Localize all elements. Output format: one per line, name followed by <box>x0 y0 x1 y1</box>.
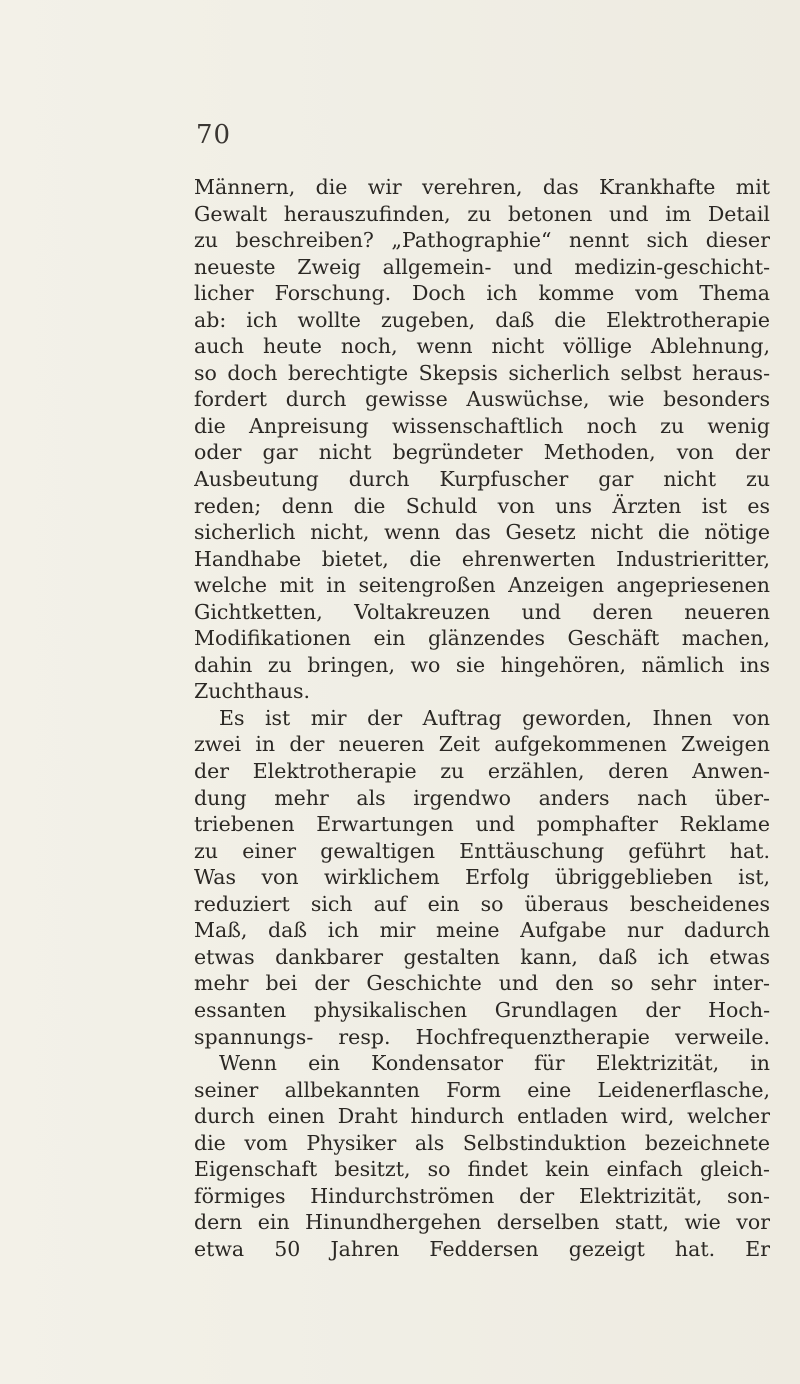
text-line: Ausbeutung durch Kurpfuscher gar nicht zu <box>194 467 770 492</box>
text-line: Wenn ein Kondensator für Elektrizität, in <box>219 1051 770 1076</box>
text-line: triebenen Erwartungen und pomphafter Reklame <box>194 812 770 837</box>
text-line: Maß, daß ich mir meine Aufgabe nur dadurch <box>194 918 770 943</box>
text-line: Männern, die wir verehren, das Krankhafte mit <box>194 175 770 199</box>
text-line: zu einer gewaltigen Enttäuschung geführt hat. <box>194 838 770 863</box>
text-line: zu beschreiben? „Pathographie“ nennt sich dieser <box>194 228 770 253</box>
text-line: etwas dankbarer gestalten kann, daß ich etwas <box>194 944 770 969</box>
text-line: Zuchthaus. <box>194 679 311 704</box>
text-line: ab: ich wollte zugeben, daß die Elektrotherapie <box>194 307 770 332</box>
page-number: 70 <box>196 120 232 150</box>
text-line: oder gar nicht begründeter Methoden, von der <box>194 440 770 465</box>
text-line: Gichtketten, Voltakreuzen und deren neueren <box>194 599 770 624</box>
text-line: zwei in der neueren Zeit aufgekommenen Zweigen <box>194 732 770 757</box>
text-line: die Anpreisung wissenschaftlich noch zu wenig <box>194 413 770 438</box>
text-line: neueste Zweig allgemein- und medizin-geschicht- <box>194 254 770 279</box>
text-line: sicherlich nicht, wenn das Gesetz nicht die nötige <box>194 520 770 545</box>
text-line: durch einen Draht hindurch entladen wird, welcher <box>194 1104 770 1129</box>
text-line: Es ist mir der Auftrag geworden, Ihnen von <box>219 705 770 730</box>
text-line: etwa 50 Jahren Feddersen gezeigt hat. Er <box>194 1236 770 1261</box>
text-line: licher Forschung. Doch ich komme vom Thema <box>194 281 770 306</box>
text-line: dahin zu bringen, wo sie hingehören, nämlich ins <box>194 652 770 677</box>
text-line: Modifikationen ein glänzendes Geschäft machen, <box>194 626 770 651</box>
text-line: dern ein Hinundhergehen derselben statt, wie vor <box>194 1210 770 1235</box>
text-line: auch heute noch, wenn nicht völlige Ablehnung, <box>194 334 770 359</box>
text-line: welche mit in seitengroßen Anzeigen angepriesenen <box>194 573 770 598</box>
text-line: dung mehr als irgendwo anders nach über- <box>194 785 770 810</box>
text-line: reden; denn die Schuld von uns Ärzten ist es <box>194 493 770 518</box>
body-text <box>194 174 770 1262</box>
text-line: seiner allbekannten Form eine Leidenerflasche, <box>194 1077 770 1102</box>
text-line: Gewalt herauszufinden, zu betonen und im Detail <box>194 201 770 226</box>
text-line: die vom Physiker als Selbstinduktion bezeichnete <box>194 1130 770 1155</box>
text-line: der Elektrotherapie zu erzählen, deren Anwen- <box>194 759 770 784</box>
text-line: spannungs- resp. Hochfrequenztherapie verweile. <box>194 1024 770 1049</box>
text-line: Eigenschaft besitzt, so findet kein einfach gleich- <box>194 1157 770 1182</box>
text-line: so doch berechtigte Skepsis sicherlich selbst heraus- <box>194 360 770 385</box>
text-line: reduziert sich auf ein so überaus bescheidenes <box>194 891 770 916</box>
text-line: essanten physikalischen Grundlagen der Hoch- <box>194 997 770 1022</box>
text-line: mehr bei der Geschichte und den so sehr inter- <box>194 971 770 996</box>
text-line: Handhabe bietet, die ehrenwerten Industrieritter, <box>194 546 770 571</box>
text-line: Was von wirklichem Erfolg übriggeblieben ist, <box>194 865 770 890</box>
text-line: förmiges Hindurchströmen der Elektrizität, son- <box>194 1183 770 1208</box>
text-line: fordert durch gewisse Auswüchse, wie besonders <box>194 387 770 412</box>
